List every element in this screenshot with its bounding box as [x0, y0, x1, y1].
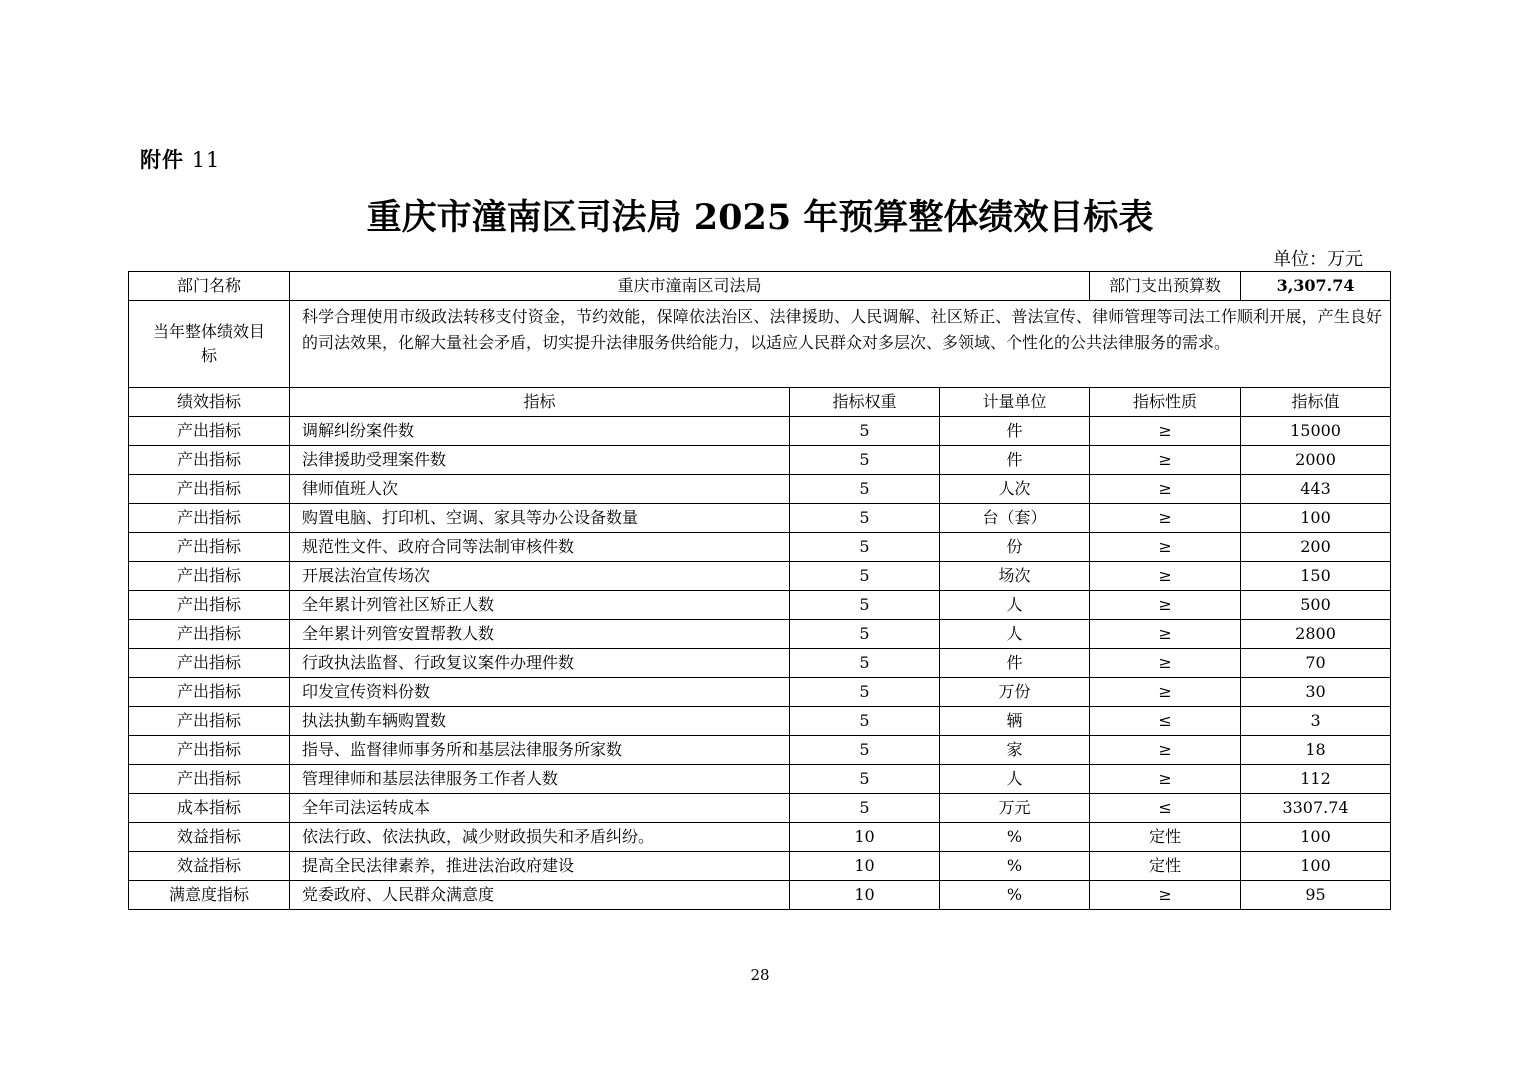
cell-unit: 万份	[940, 678, 1090, 707]
cell-weight: 5	[790, 678, 940, 707]
cell-value: 2800	[1241, 620, 1391, 649]
dept-name-value: 重庆市潼南区司法局	[290, 272, 1090, 301]
cell-category: 产出指标	[129, 620, 290, 649]
cell-nature: ≥	[1090, 881, 1241, 910]
cell-value: 443	[1241, 475, 1391, 504]
header-cell-category: 绩效指标	[129, 388, 290, 417]
cell-weight: 5	[790, 417, 940, 446]
table-row	[129, 504, 1391, 533]
header-row	[129, 388, 1391, 417]
header-cell-weight: 指标权重	[790, 388, 940, 417]
cell-weight: 5	[790, 562, 940, 591]
cell-value: 3307.74	[1241, 794, 1391, 823]
cell-unit: 家	[940, 736, 1090, 765]
cell-value: 2000	[1241, 446, 1391, 475]
cell-indicator: 全年累计列管社区矫正人数	[290, 591, 790, 620]
cell-unit: 辆	[940, 707, 1090, 736]
cell-unit: 件	[940, 649, 1090, 678]
cell-indicator: 指导、监督律师事务所和基层法律服务所家数	[290, 736, 790, 765]
cell-weight: 5	[790, 533, 940, 562]
cell-indicator: 提高全民法律素养，推进法治政府建设	[290, 852, 790, 881]
cell-weight: 10	[790, 852, 940, 881]
cell-weight: 5	[790, 504, 940, 533]
cell-weight: 5	[790, 736, 940, 765]
cell-category: 产出指标	[129, 562, 290, 591]
cell-indicator: 规范性文件、政府合同等法制审核件数	[290, 533, 790, 562]
cell-weight: 5	[790, 620, 940, 649]
cell-category: 产出指标	[129, 649, 290, 678]
table-row	[129, 794, 1391, 823]
cell-unit: 人	[940, 591, 1090, 620]
cell-nature: ≥	[1090, 649, 1241, 678]
cell-indicator: 购置电脑、打印机、空调、家具等办公设备数量	[290, 504, 790, 533]
cell-category: 产出指标	[129, 504, 290, 533]
cell-category: 效益指标	[129, 823, 290, 852]
table-row	[129, 533, 1391, 562]
cell-value: 70	[1241, 649, 1391, 678]
cell-nature: ≥	[1090, 765, 1241, 794]
cell-indicator: 开展法治宣传场次	[290, 562, 790, 591]
cell-unit: 份	[940, 533, 1090, 562]
cell-unit: 万元	[940, 794, 1090, 823]
table-row	[129, 881, 1391, 910]
cell-category: 产出指标	[129, 446, 290, 475]
cell-nature: 定性	[1090, 852, 1241, 881]
unit-label: 单位：万元	[1273, 249, 1363, 270]
goal-text: 科学合理使用市级政法转移支付资金，节约效能，保障依法治区、法律援助、人民调解、社区矫正、普法宣传、律师管理等司法工作顺利开展，产生良好的司法效果，化解大量社会矛盾，切实提升法律服务供给能力，以适应人民群众对多层次、多领域、个性化的公共法律服务的需求。	[290, 301, 1391, 388]
cell-value: 100	[1241, 823, 1391, 852]
cell-nature: ≥	[1090, 446, 1241, 475]
goal-row	[129, 301, 1391, 388]
cell-category: 产出指标	[129, 765, 290, 794]
cell-nature: ≥	[1090, 417, 1241, 446]
cell-category: 产出指标	[129, 678, 290, 707]
cell-indicator: 律师值班人次	[290, 475, 790, 504]
cell-indicator: 全年累计列管安置帮教人数	[290, 620, 790, 649]
attachment-number: 11	[191, 148, 221, 172]
cell-value: 200	[1241, 533, 1391, 562]
performance-target-table	[128, 271, 1391, 910]
page-title: 重庆市潼南区司法局 2025 年预算整体绩效目标表	[366, 197, 1154, 238]
table-row	[129, 678, 1391, 707]
table-row	[129, 736, 1391, 765]
dept-budget-label: 部门支出预算数	[1090, 272, 1241, 301]
dept-row	[129, 272, 1391, 301]
cell-value: 500	[1241, 591, 1391, 620]
cell-category: 产出指标	[129, 533, 290, 562]
cell-unit: 场次	[940, 562, 1090, 591]
cell-value: 112	[1241, 765, 1391, 794]
cell-nature: 定性	[1090, 823, 1241, 852]
table-row	[129, 446, 1391, 475]
table-row	[129, 649, 1391, 678]
attachment-label	[140, 144, 220, 174]
cell-value: 15000	[1241, 417, 1391, 446]
cell-value: 3	[1241, 707, 1391, 736]
cell-indicator: 法律援助受理案件数	[290, 446, 790, 475]
cell-value: 100	[1241, 504, 1391, 533]
cell-nature: ≥	[1090, 591, 1241, 620]
cell-weight: 5	[790, 794, 940, 823]
header-cell-indicator: 指标	[290, 388, 790, 417]
cell-nature: ≤	[1090, 707, 1241, 736]
cell-indicator: 党委政府、人民群众满意度	[290, 881, 790, 910]
cell-nature: ≥	[1090, 533, 1241, 562]
cell-value: 150	[1241, 562, 1391, 591]
cell-indicator: 依法行政、依法执政，减少财政损失和矛盾纠纷。	[290, 823, 790, 852]
cell-nature: ≥	[1090, 562, 1241, 591]
cell-indicator: 管理律师和基层法律服务工作者人数	[290, 765, 790, 794]
cell-indicator: 行政执法监督、行政复议案件办理件数	[290, 649, 790, 678]
cell-weight: 5	[790, 446, 940, 475]
dept-budget-value: 3,307.74	[1241, 272, 1391, 301]
cell-nature: ≥	[1090, 475, 1241, 504]
cell-value: 95	[1241, 881, 1391, 910]
cell-weight: 10	[790, 823, 940, 852]
cell-weight: 5	[790, 765, 940, 794]
goal-label: 当年整体绩效目标	[129, 301, 290, 388]
table-row	[129, 707, 1391, 736]
header-cell-value: 指标值	[1241, 388, 1391, 417]
header-cell-nature: 指标性质	[1090, 388, 1241, 417]
cell-unit: 件	[940, 417, 1090, 446]
cell-weight: 10	[790, 881, 940, 910]
cell-value: 100	[1241, 852, 1391, 881]
cell-weight: 5	[790, 475, 940, 504]
cell-nature: ≥	[1090, 504, 1241, 533]
cell-nature: ≤	[1090, 794, 1241, 823]
cell-unit: 人	[940, 620, 1090, 649]
cell-value: 18	[1241, 736, 1391, 765]
table-row	[129, 823, 1391, 852]
table-row	[129, 417, 1391, 446]
cell-category: 效益指标	[129, 852, 290, 881]
cell-indicator: 全年司法运转成本	[290, 794, 790, 823]
cell-category: 成本指标	[129, 794, 290, 823]
cell-value: 30	[1241, 678, 1391, 707]
cell-unit: 台（套）	[940, 504, 1090, 533]
table-row	[129, 620, 1391, 649]
table-row	[129, 562, 1391, 591]
cell-indicator: 印发宣传资料份数	[290, 678, 790, 707]
table-row	[129, 591, 1391, 620]
cell-category: 产出指标	[129, 736, 290, 765]
table-row	[129, 475, 1391, 504]
cell-category: 产出指标	[129, 475, 290, 504]
cell-category: 产出指标	[129, 591, 290, 620]
cell-weight: 5	[790, 707, 940, 736]
page-number: 28	[750, 966, 770, 984]
table-row	[129, 765, 1391, 794]
cell-category: 满意度指标	[129, 881, 290, 910]
cell-nature: ≥	[1090, 736, 1241, 765]
dept-name-label: 部门名称	[129, 272, 290, 301]
header-cell-unit: 计量单位	[940, 388, 1090, 417]
attachment-prefix: 附件	[140, 148, 184, 172]
cell-indicator: 调解纠纷案件数	[290, 417, 790, 446]
cell-nature: ≥	[1090, 678, 1241, 707]
cell-nature: ≥	[1090, 620, 1241, 649]
cell-category: 产出指标	[129, 707, 290, 736]
cell-weight: 5	[790, 591, 940, 620]
cell-unit: 人次	[940, 475, 1090, 504]
cell-category: 产出指标	[129, 417, 290, 446]
cell-unit: %	[940, 852, 1090, 881]
cell-indicator: 执法执勤车辆购置数	[290, 707, 790, 736]
cell-unit: %	[940, 823, 1090, 852]
cell-weight: 5	[790, 649, 940, 678]
table-row	[129, 852, 1391, 881]
cell-unit: 人	[940, 765, 1090, 794]
cell-unit: %	[940, 881, 1090, 910]
cell-unit: 件	[940, 446, 1090, 475]
